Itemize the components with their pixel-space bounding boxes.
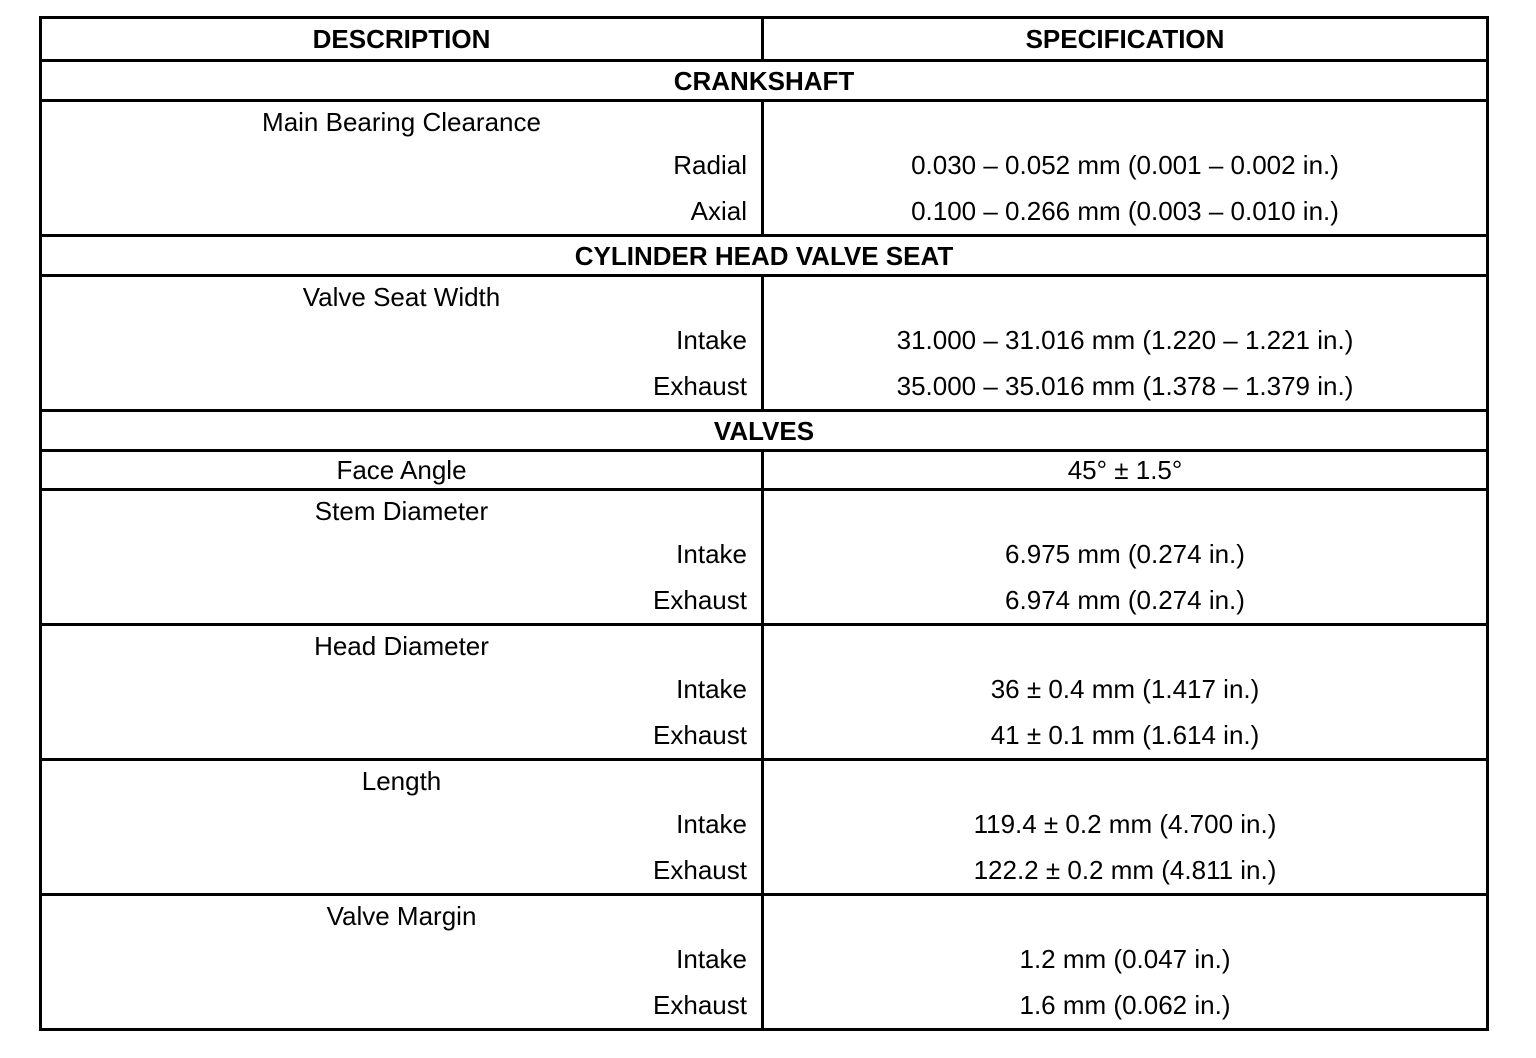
spec-value: 41 ± 0.1 mm (1.614 in.) [990,720,1260,750]
sub-label: Intake [676,944,747,974]
group-specification-cell [763,760,1488,895]
spec-value: 6.974 mm (0.274 in.) [1005,585,1245,615]
spec-value: 1.2 mm (0.047 in.) [1019,944,1231,974]
sub-label: Exhaust [653,371,747,401]
group-specification-cell [763,490,1488,625]
group-description-cell [41,895,763,1030]
group-description-cell [41,101,763,236]
sub-label: Exhaust [653,720,747,750]
section-title: CRANKSHAFT [41,61,1488,101]
section-row-crankshaft [41,61,1488,101]
section-row-valves [41,411,1488,451]
description-header: DESCRIPTION [41,18,763,61]
group-description-cell [41,760,763,895]
group-description-cell [41,276,763,411]
spec-value: 122.2 ± 0.2 mm (4.811 in.) [973,855,1277,885]
group-label: Valve Margin [326,901,477,931]
group-label: Length [361,766,442,796]
specification-table [39,16,1489,1031]
section-row-cylinder-head-valve-seat [41,236,1488,276]
specification-header: SPECIFICATION [763,18,1488,61]
spacer [764,491,1486,531]
header-row [41,18,1488,61]
spec-value: 0.030 – 0.052 mm (0.001 – 0.002 in.) [911,150,1339,180]
group-row-valve-margin [41,895,1488,1030]
group-specification-cell [763,101,1488,236]
sub-label: Radial [673,150,747,180]
spec-value: 6.975 mm (0.274 in.) [1005,539,1245,569]
group-specification-cell [763,625,1488,760]
spec-value: 35.000 – 35.016 mm (1.378 – 1.379 in.) [896,371,1354,401]
group-description-cell [41,625,763,760]
single-value: 45° ± 1.5° [763,451,1488,490]
group-specification-cell [763,276,1488,411]
spacer [764,102,1486,142]
spacer [764,896,1486,936]
group-description-cell [41,490,763,625]
group-label: Stem Diameter [314,496,489,526]
group-label: Main Bearing Clearance [262,107,541,137]
group-row-length [41,760,1488,895]
group-row-head-diameter [41,625,1488,760]
spec-value: 31.000 – 31.016 mm (1.220 – 1.221 in.) [896,325,1354,355]
sub-label: Exhaust [653,585,747,615]
group-label: Valve Seat Width [302,282,501,312]
section-title: CYLINDER HEAD VALVE SEAT [41,236,1488,276]
sub-label: Exhaust [653,990,747,1020]
sub-label: Exhaust [653,855,747,885]
spacer [764,277,1486,317]
sub-label: Intake [676,325,747,355]
section-title: VALVES [41,411,1488,451]
sub-label: Intake [676,674,747,704]
spacer [764,626,1486,666]
spec-value: 36 ± 0.4 mm (1.417 in.) [990,674,1260,704]
group-row-stem-diameter [41,490,1488,625]
spec-value: 1.6 mm (0.062 in.) [1019,990,1231,1020]
single-label: Face Angle [41,451,763,490]
sub-label: Intake [676,539,747,569]
spec-value: 0.100 – 0.266 mm (0.003 – 0.010 in.) [911,196,1339,226]
single-row-face-angle [41,451,1488,490]
group-label: Head Diameter [314,631,489,661]
spacer [764,761,1486,801]
spec-value: 119.4 ± 0.2 mm (4.700 in.) [973,809,1277,839]
group-row-main-bearing-clearance [41,101,1488,236]
sub-label: Intake [676,809,747,839]
sub-label: Axial [690,196,747,226]
group-row-valve-seat-width [41,276,1488,411]
group-specification-cell [763,895,1488,1030]
